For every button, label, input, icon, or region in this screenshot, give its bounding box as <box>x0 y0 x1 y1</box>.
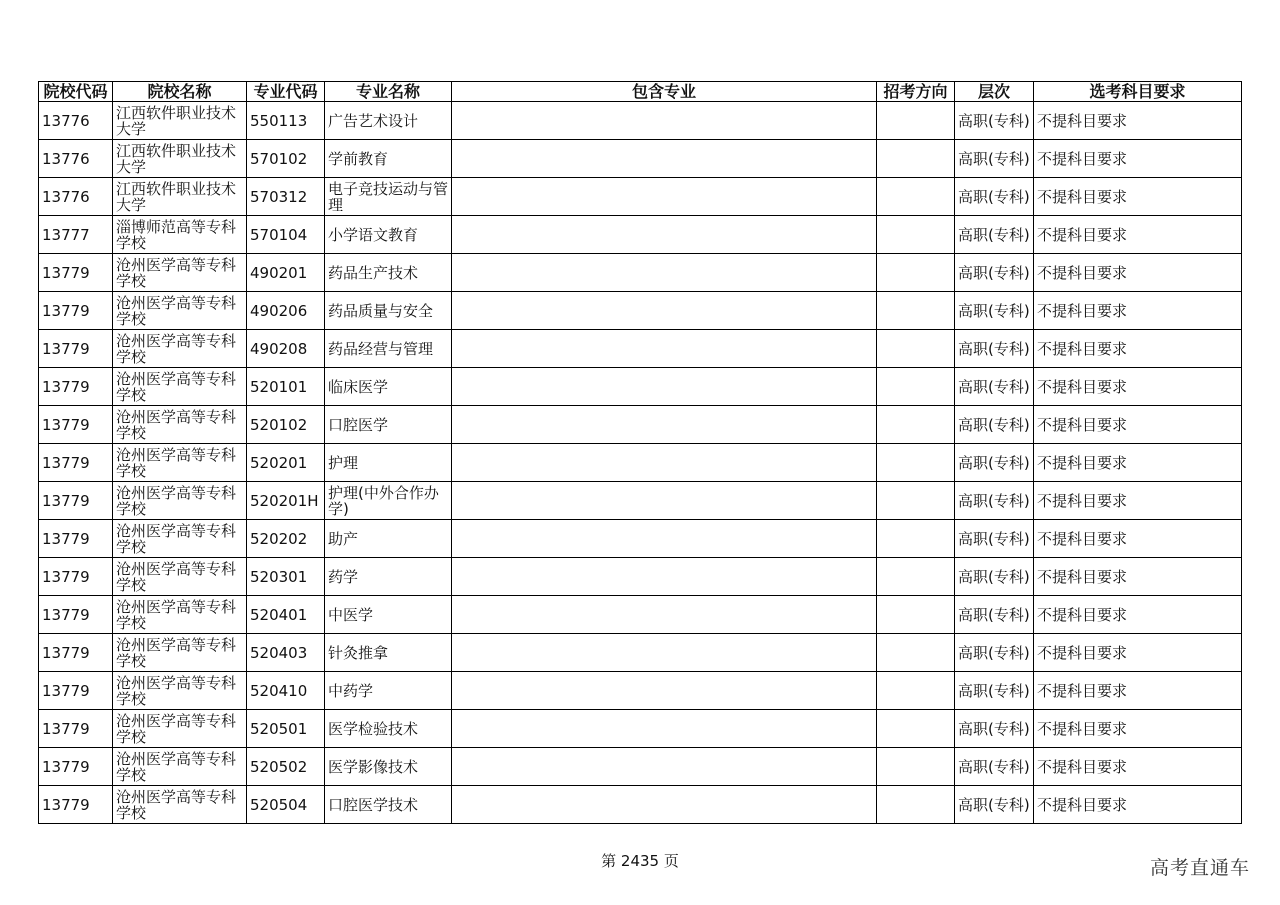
table-row <box>39 140 1242 178</box>
major-code-cell: 520102 <box>247 406 325 444</box>
school-code-cell: 13779 <box>39 786 113 824</box>
school-name-cell: 沧州医学高等专科学校 <box>113 444 247 482</box>
school-code-cell: 13779 <box>39 748 113 786</box>
included-majors-cell <box>452 406 877 444</box>
subject-requirement-cell: 不提科目要求 <box>1034 444 1242 482</box>
school-code-cell: 13779 <box>39 520 113 558</box>
level-cell: 高职(专科) <box>955 368 1034 406</box>
direction-cell <box>877 444 955 482</box>
school-name-cell: 沧州医学高等专科学校 <box>113 634 247 672</box>
major-code-cell: 520502 <box>247 748 325 786</box>
school-name-cell: 淄博师范高等专科学校 <box>113 216 247 254</box>
level-cell: 高职(专科) <box>955 634 1034 672</box>
level-cell: 高职(专科) <box>955 520 1034 558</box>
table-row <box>39 558 1242 596</box>
direction-cell <box>877 710 955 748</box>
table-row <box>39 178 1242 216</box>
included-majors-cell <box>452 102 877 140</box>
major-code-cell: 570312 <box>247 178 325 216</box>
direction-cell <box>877 406 955 444</box>
school-code-cell: 13779 <box>39 482 113 520</box>
direction-cell <box>877 254 955 292</box>
included-majors-cell <box>452 330 877 368</box>
table-row <box>39 786 1242 824</box>
level-cell: 高职(专科) <box>955 482 1034 520</box>
school-name-cell: 江西软件职业技术大学 <box>113 102 247 140</box>
school-name-cell: 沧州医学高等专科学校 <box>113 330 247 368</box>
included-majors-cell <box>452 596 877 634</box>
direction-cell <box>877 520 955 558</box>
subject-requirement-cell: 不提科目要求 <box>1034 482 1242 520</box>
table-row <box>39 748 1242 786</box>
subject-requirement-cell: 不提科目要求 <box>1034 634 1242 672</box>
major-code-cell: 520201 <box>247 444 325 482</box>
major-name-cell: 护理 <box>325 444 452 482</box>
school-code-cell: 13779 <box>39 406 113 444</box>
major-code-cell: 550113 <box>247 102 325 140</box>
school-name-cell: 沧州医学高等专科学校 <box>113 786 247 824</box>
table-row <box>39 292 1242 330</box>
direction-cell <box>877 140 955 178</box>
level-cell: 高职(专科) <box>955 786 1034 824</box>
header-included-majors: 包含专业 <box>452 82 877 102</box>
direction-cell <box>877 330 955 368</box>
level-cell: 高职(专科) <box>955 558 1034 596</box>
school-code-cell: 13779 <box>39 444 113 482</box>
level-cell: 高职(专科) <box>955 216 1034 254</box>
table-row <box>39 596 1242 634</box>
direction-cell <box>877 672 955 710</box>
major-name-cell: 护理(中外合作办学) <box>325 482 452 520</box>
school-code-cell: 13776 <box>39 140 113 178</box>
direction-cell <box>877 178 955 216</box>
level-cell: 高职(专科) <box>955 406 1034 444</box>
major-name-cell: 药品经营与管理 <box>325 330 452 368</box>
subject-requirement-cell: 不提科目要求 <box>1034 558 1242 596</box>
subject-requirement-cell: 不提科目要求 <box>1034 520 1242 558</box>
major-code-cell: 520201H <box>247 482 325 520</box>
major-name-cell: 中药学 <box>325 672 452 710</box>
table-row <box>39 634 1242 672</box>
level-cell: 高职(专科) <box>955 710 1034 748</box>
major-name-cell: 电子竞技运动与管理 <box>325 178 452 216</box>
header-level: 层次 <box>955 82 1034 102</box>
school-name-cell: 沧州医学高等专科学校 <box>113 292 247 330</box>
header-school-code: 院校代码 <box>39 82 113 102</box>
major-name-cell: 口腔医学技术 <box>325 786 452 824</box>
major-code-cell: 520410 <box>247 672 325 710</box>
direction-cell <box>877 102 955 140</box>
included-majors-cell <box>452 444 877 482</box>
table-row <box>39 368 1242 406</box>
header-direction: 招考方向 <box>877 82 955 102</box>
subject-requirement-cell: 不提科目要求 <box>1034 672 1242 710</box>
included-majors-cell <box>452 558 877 596</box>
included-majors-cell <box>452 520 877 558</box>
included-majors-cell <box>452 748 877 786</box>
school-code-cell: 13779 <box>39 254 113 292</box>
included-majors-cell <box>452 672 877 710</box>
major-code-cell: 490206 <box>247 292 325 330</box>
major-name-cell: 中医学 <box>325 596 452 634</box>
school-code-cell: 13779 <box>39 330 113 368</box>
included-majors-cell <box>452 254 877 292</box>
admission-table <box>38 81 1242 824</box>
level-cell: 高职(专科) <box>955 596 1034 634</box>
table-row <box>39 444 1242 482</box>
table-row <box>39 672 1242 710</box>
major-code-cell: 570102 <box>247 140 325 178</box>
subject-requirement-cell: 不提科目要求 <box>1034 330 1242 368</box>
school-name-cell: 沧州医学高等专科学校 <box>113 558 247 596</box>
major-name-cell: 医学检验技术 <box>325 710 452 748</box>
major-code-cell: 520504 <box>247 786 325 824</box>
table-header-row <box>39 82 1242 102</box>
major-name-cell: 药品生产技术 <box>325 254 452 292</box>
school-code-cell: 13779 <box>39 558 113 596</box>
major-name-cell: 临床医学 <box>325 368 452 406</box>
school-code-cell: 13776 <box>39 102 113 140</box>
school-code-cell: 13779 <box>39 634 113 672</box>
school-name-cell: 沧州医学高等专科学校 <box>113 672 247 710</box>
subject-requirement-cell: 不提科目要求 <box>1034 178 1242 216</box>
included-majors-cell <box>452 634 877 672</box>
subject-requirement-cell: 不提科目要求 <box>1034 748 1242 786</box>
major-code-cell: 570104 <box>247 216 325 254</box>
level-cell: 高职(专科) <box>955 178 1034 216</box>
level-cell: 高职(专科) <box>955 330 1034 368</box>
major-code-cell: 520301 <box>247 558 325 596</box>
subject-requirement-cell: 不提科目要求 <box>1034 368 1242 406</box>
included-majors-cell <box>452 216 877 254</box>
included-majors-cell <box>452 140 877 178</box>
school-name-cell: 沧州医学高等专科学校 <box>113 710 247 748</box>
level-cell: 高职(专科) <box>955 748 1034 786</box>
major-name-cell: 小学语文教育 <box>325 216 452 254</box>
level-cell: 高职(专科) <box>955 444 1034 482</box>
major-name-cell: 针灸推拿 <box>325 634 452 672</box>
table-body <box>39 102 1242 824</box>
school-code-cell: 13777 <box>39 216 113 254</box>
major-name-cell: 医学影像技术 <box>325 748 452 786</box>
school-name-cell: 江西软件职业技术大学 <box>113 178 247 216</box>
subject-requirement-cell: 不提科目要求 <box>1034 254 1242 292</box>
page-number: 第 2435 页 <box>601 852 679 870</box>
major-name-cell: 药品质量与安全 <box>325 292 452 330</box>
direction-cell <box>877 368 955 406</box>
direction-cell <box>877 292 955 330</box>
level-cell: 高职(专科) <box>955 292 1034 330</box>
school-name-cell: 沧州医学高等专科学校 <box>113 748 247 786</box>
major-code-cell: 520403 <box>247 634 325 672</box>
school-code-cell: 13779 <box>39 292 113 330</box>
school-code-cell: 13776 <box>39 178 113 216</box>
direction-cell <box>877 786 955 824</box>
subject-requirement-cell: 不提科目要求 <box>1034 140 1242 178</box>
table-row <box>39 216 1242 254</box>
included-majors-cell <box>452 710 877 748</box>
major-code-cell: 520401 <box>247 596 325 634</box>
school-name-cell: 沧州医学高等专科学校 <box>113 368 247 406</box>
table-row <box>39 520 1242 558</box>
school-code-cell: 13779 <box>39 672 113 710</box>
major-name-cell: 药学 <box>325 558 452 596</box>
included-majors-cell <box>452 786 877 824</box>
major-code-cell: 520202 <box>247 520 325 558</box>
level-cell: 高职(专科) <box>955 140 1034 178</box>
included-majors-cell <box>452 292 877 330</box>
level-cell: 高职(专科) <box>955 102 1034 140</box>
direction-cell <box>877 634 955 672</box>
included-majors-cell <box>452 178 877 216</box>
direction-cell <box>877 558 955 596</box>
table-row <box>39 710 1242 748</box>
major-name-cell: 学前教育 <box>325 140 452 178</box>
school-name-cell: 沧州医学高等专科学校 <box>113 596 247 634</box>
school-name-cell: 沧州医学高等专科学校 <box>113 254 247 292</box>
subject-requirement-cell: 不提科目要求 <box>1034 786 1242 824</box>
major-name-cell: 广告艺术设计 <box>325 102 452 140</box>
watermark-text: 高考直通车 <box>1149 857 1250 879</box>
major-code-cell: 490208 <box>247 330 325 368</box>
school-name-cell: 沧州医学高等专科学校 <box>113 406 247 444</box>
level-cell: 高职(专科) <box>955 672 1034 710</box>
table-row <box>39 406 1242 444</box>
header-major-name: 专业名称 <box>325 82 452 102</box>
direction-cell <box>877 748 955 786</box>
table-row <box>39 330 1242 368</box>
subject-requirement-cell: 不提科目要求 <box>1034 102 1242 140</box>
table-row <box>39 102 1242 140</box>
table-row <box>39 254 1242 292</box>
major-name-cell: 口腔医学 <box>325 406 452 444</box>
header-subject-requirement: 选考科目要求 <box>1034 82 1242 102</box>
table-row <box>39 482 1242 520</box>
school-name-cell: 沧州医学高等专科学校 <box>113 520 247 558</box>
major-name-cell: 助产 <box>325 520 452 558</box>
subject-requirement-cell: 不提科目要求 <box>1034 216 1242 254</box>
school-code-cell: 13779 <box>39 710 113 748</box>
subject-requirement-cell: 不提科目要求 <box>1034 710 1242 748</box>
subject-requirement-cell: 不提科目要求 <box>1034 406 1242 444</box>
included-majors-cell <box>452 368 877 406</box>
school-name-cell: 江西软件职业技术大学 <box>113 140 247 178</box>
direction-cell <box>877 482 955 520</box>
direction-cell <box>877 596 955 634</box>
school-name-cell: 沧州医学高等专科学校 <box>113 482 247 520</box>
major-code-cell: 520101 <box>247 368 325 406</box>
school-code-cell: 13779 <box>39 368 113 406</box>
major-code-cell: 520501 <box>247 710 325 748</box>
major-code-cell: 490201 <box>247 254 325 292</box>
direction-cell <box>877 216 955 254</box>
included-majors-cell <box>452 482 877 520</box>
subject-requirement-cell: 不提科目要求 <box>1034 596 1242 634</box>
level-cell: 高职(专科) <box>955 254 1034 292</box>
header-school-name: 院校名称 <box>113 82 247 102</box>
school-code-cell: 13779 <box>39 596 113 634</box>
subject-requirement-cell: 不提科目要求 <box>1034 292 1242 330</box>
header-major-code: 专业代码 <box>247 82 325 102</box>
